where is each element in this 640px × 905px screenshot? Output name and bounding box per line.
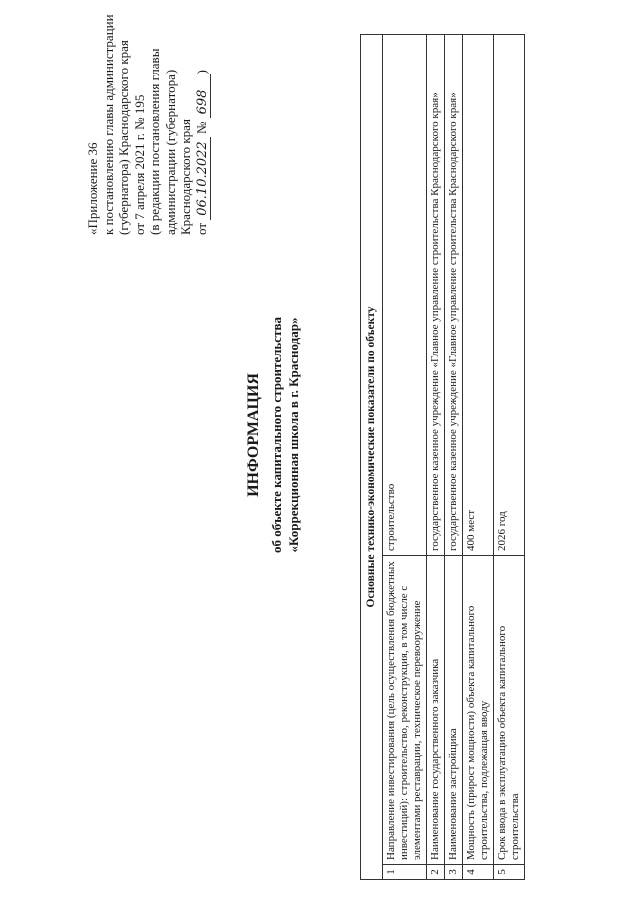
appendix-line: (губернатора) Краснодарского края	[116, 40, 131, 235]
row-number: 3	[445, 865, 463, 880]
row-value: государственное казенное учреждение «Главное управление строительства Краснодарского края»	[427, 35, 445, 556]
row-number: 2	[427, 865, 445, 880]
indicators-table	[360, 34, 525, 880]
table-row	[427, 35, 445, 880]
row-name: Направление инвестирования (цель осуществления бюджетных инвестиций): строительство, реконструкция, в том числе с элементами реставрации, техническое перевооружение	[383, 556, 427, 865]
handwritten-number: 698	[195, 74, 212, 118]
row-name: Срок ввода в эксплуатацию объекта капитального строительства	[494, 556, 525, 865]
document-heading	[245, 235, 302, 635]
document-subtitle: об объекте капитального строительства	[269, 317, 284, 553]
row-value: 2026 год	[494, 35, 525, 556]
row-value: государственное казенное учреждение «Главное управление строительства Краснодарского края»	[445, 35, 463, 556]
table-row	[383, 35, 427, 880]
appendix-line: «Приложение 36	[85, 142, 100, 235]
table-row	[494, 35, 525, 880]
table-header: Основные технико-экономические показатели по объекту	[361, 35, 383, 880]
row-number: 4	[463, 865, 494, 880]
date-prefix: от	[193, 222, 209, 235]
row-number: 1	[383, 865, 427, 880]
handwritten-date: 06.10.2022	[195, 137, 212, 219]
appendix-line: от 7 апреля 2021 г. № 195	[131, 94, 147, 235]
row-value: строительство	[383, 35, 427, 556]
appendix-line: Краснодарского края	[178, 119, 193, 235]
row-name: Мощность (прирост мощности) объекта капитального строительства, подлежащая вводу	[463, 556, 494, 865]
table-row	[463, 35, 494, 880]
table-header-row	[361, 35, 383, 880]
number-prefix: №	[193, 121, 209, 135]
appendix-block	[85, 14, 211, 235]
appendix-line: к постановлению главы администрации	[100, 14, 116, 235]
closing-paren: )	[193, 70, 209, 75]
row-number: 5	[494, 865, 525, 880]
document-title: ИНФОРМАЦИЯ	[245, 373, 262, 497]
row-name: Наименование государственного заказчика	[427, 556, 445, 865]
appendix-line: администрации (губернатора)	[162, 69, 178, 235]
object-name: «Коррекционная школа в г. Краснодар»	[286, 317, 301, 553]
row-name: Наименование застройщика	[445, 556, 463, 865]
table-row	[445, 35, 463, 880]
row-value: 400 мест	[463, 35, 494, 556]
appendix-date-line	[194, 35, 212, 235]
appendix-line: (в редакции постановления главы	[147, 48, 162, 235]
